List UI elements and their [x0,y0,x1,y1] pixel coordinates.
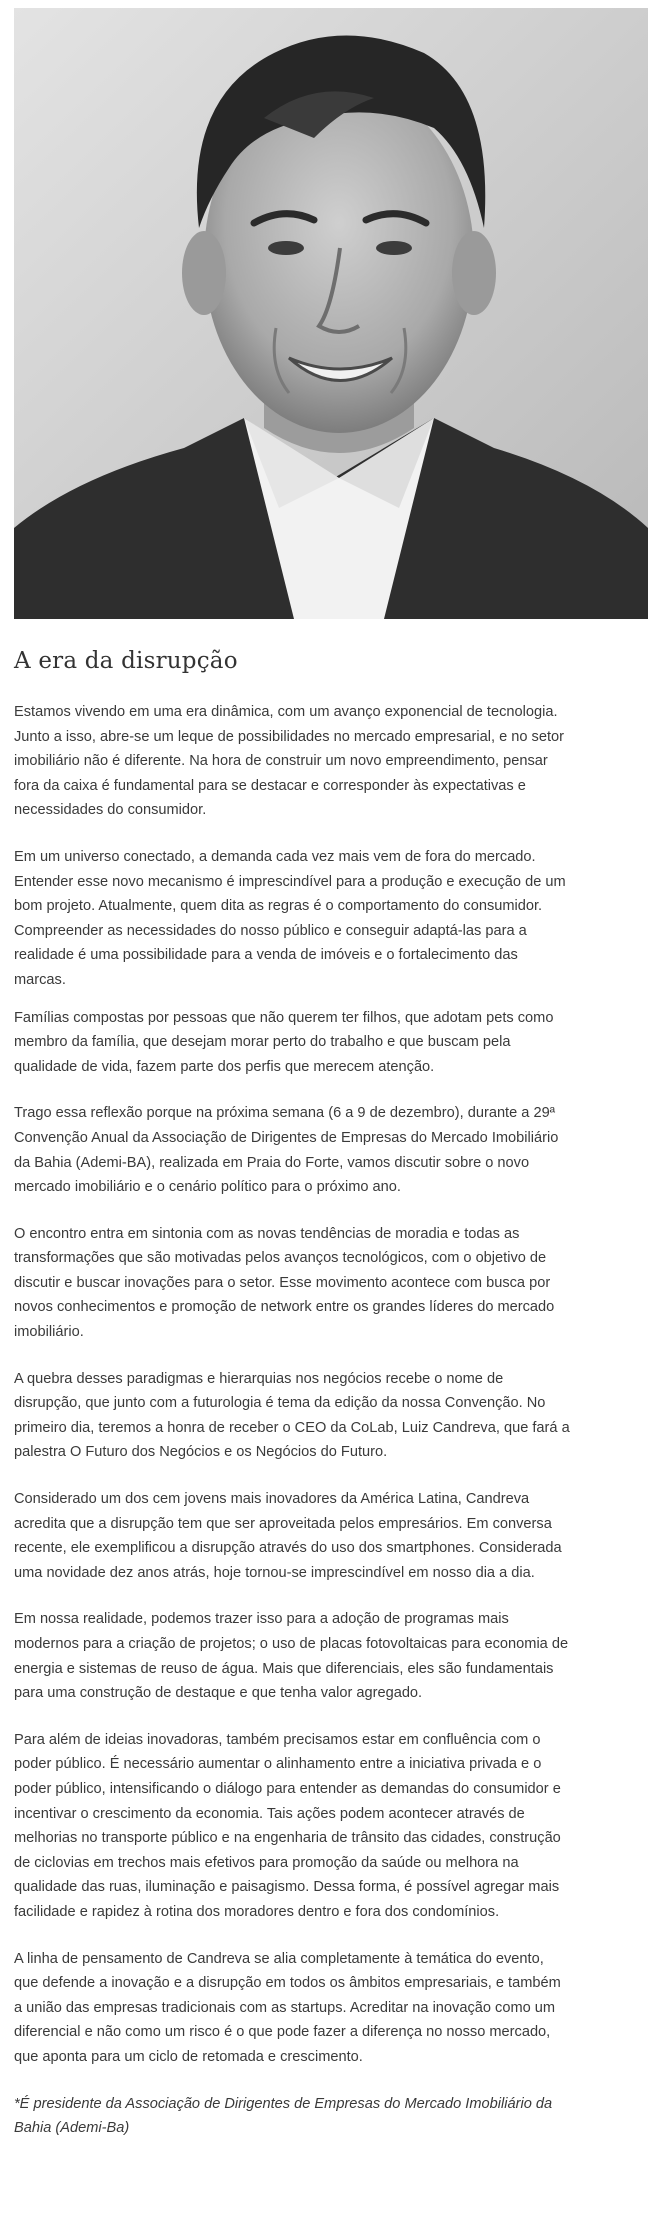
article-paragraph: A quebra desses paradigmas e hierarquias nos negócios recebe o nome de disrupção, que junto com a futurologia é tema da edição da nossa Convenção. No primeiro dia, teremos a honra de receber o CEO da CoLab, Luiz Candreva, que fará a palestra O Futuro dos Negócios e os Negócios do Futuro. [14,1370,570,1461]
article-body [14,700,570,2163]
article-paragraph: Estamos vivendo em uma era dinâmica, com um avanço exponencial de tecnologia. Junto a isso, abre-se um leque de possibilidades no mercado empresarial, e no setor imobiliário não é diferente. Na hora de construir um novo empreendimento, pensar fora da caixa é fundamental para se destacar e corresponder às expectativas e necessidades do consumidor. [14,704,565,819]
article-paragraph: Para além de ideias inovadoras, também precisamos estar em confluência com o poder público. É necessário aumentar o alinhamento entre a iniciativa privada e o poder público, intensificando o diálogo para entender as demandas do consumidor e incentivar o crescimento da economia. Tais ações podem acontecer através de melhorias no transporte público e na engenharia de trânsito das cidades, construção de ciclovias em trechos mais efetivos para promoção da saúde ou melhora na qualidade das ruas, iluminação e paisagismo. Dessa forma, é possível agregar mais facilidade e rapidez à rotina dos moradores dentro e fora dos condomínios. [14,1731,561,1920]
article-paragraph: O encontro entra em sintonia com as novas tendências de moradia e todas as transformações que são motivadas pelos avanços tecnológicos, com o objetivo de discutir e buscar inovações para o setor. Esse movimento acontece com busca por novos conhecimentos e promoção de network entre os grandes líderes do mercado imobiliário. [14,1225,555,1341]
article-paragraph: Famílias compostas por pessoas que não querem ter filhos, que adotam pets como membro da família, que desejam morar perto do trabalho e que buscam pela qualidade de vida, fazem parte dos perfis que merecem atenção. [14,1009,554,1075]
article-paragraph: Trago essa reflexão porque na próxima semana (6 a 9 de dezembro), durante a 29ª Convenção Anual da Associação de Dirigentes de Empresas do Mercado Imobiliário da Bahia (Ademi-BA), realizada em Praia do Forte, vamos discutir sobre o novo mercado imobiliário e o cenário político para o próximo ano. [14,1105,559,1196]
article-paragraph: Em nossa realidade, podemos trazer isso para a adoção de programas mais modernos para a criação de projetos; o uso de placas fotovoltaicas para economia de energia e sistemas de reuso de água. Mais que diferenciais, eles são fundamentais para uma construção de destaque e que tenha valor agregado. [14,1611,569,1702]
author-note: *É presidente da Associação de Dirigentes de Empresas do Mercado Imobiliário da Bahia (Ademi-Ba) [14,2095,553,2137]
article-paragraph: A linha de pensamento de Candreva se alia completamente à temática do evento, que defende a inovação e a disrupção em todos os âmbitos empresariais, e também a união das empresas tradicionais com as startups. Acreditar na inovação como um diferencial e não como um risco é o que pode fazer a diferença no nosso mercado, que aponta para um ciclo de retomada e crescimento. [14,1950,561,2065]
article-paragraph: Considerado um dos cem jovens mais inovadores da América Latina, Candreva acredita que a disrupção tem que ser aproveitada pelos empresários. Em conversa recente, ele exemplificou a disrupção através do uso dos smartphones. Considerada uma novidade dez anos atrás, hoje tornou-se imprescindível em nosso dia a dia. [14,1491,562,1581]
portrait-illustration [14,8,648,619]
article-paragraph: Em um universo conectado, a demanda cada vez mais vem de fora do mercado. Entender esse novo mecanismo é imprescindível para a produção e execução de um bom projeto. Atualmente, quem dita as regras é o comportamento do consumidor. Compreender as necessidades do nosso público e conseguir adaptá-las para a realidade é uma possibilidade para a venda de imóveis e o fortalecimento das marcas. [14,848,566,988]
article-title: A era da disrupção [14,648,238,674]
author-portrait-photo [14,8,648,619]
